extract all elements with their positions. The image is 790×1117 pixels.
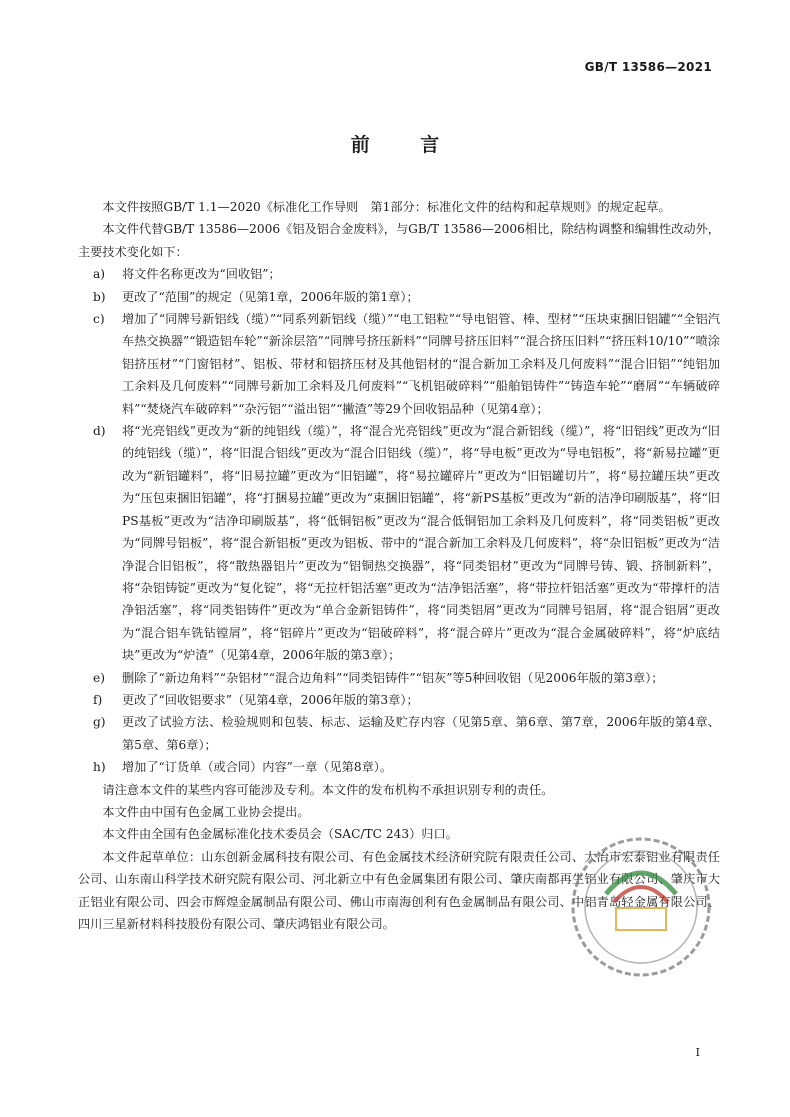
item-text: 更改了“范围”的规定（见第1章，2006年版的第1章）； bbox=[122, 289, 419, 304]
list-item bbox=[78, 711, 720, 756]
patent-notice: 请注意本文件的某些内容可能涉及专利。本文件的发布机构不承担识别专利的责任。 bbox=[102, 782, 554, 797]
item-mark: e) bbox=[93, 670, 105, 685]
item-mark: f) bbox=[93, 692, 103, 707]
item-text: 将“光亮铝线”更改为“新的纯铝线（缆）”，将“混合光亮铝线”更改为“混合新铝线（缆）”，将“旧铝线”更改为“旧的纯铝线（缆）”，将“旧混合铝线”更改为“混合旧铝线（缆）”，将“导电板”更改为“导电铝板”，将“新易拉罐”更改为“新铝罐料”，将“旧易拉罐”更改为“旧铝罐”，将“易拉罐碎片”更改为“旧铝罐切片”，将“易拉罐压块”更改为“压包束捆旧铝罐”，将“打捆易拉罐”更改为“束捆旧铝罐”，将“新PS基板”更改为“新的洁净印刷版基”，将“旧PS基板”更改为“洁净印刷版基”，将“低铜铝板”更改为“混合低铜铝加工余料及几何废料”，将“同类铝板”更改为“同牌号铝板”，将“混合新铝板”更改为铝板、带中的“混合新加工余料及几何废料”，将“杂旧铝板”更改为“洁净混合旧铝板”，将“散热器铝片”更改为“铝铜热交换器”，将“同类铝材”更改为“同牌号铸、锻、挤制新料”，将“杂铝铸锭”更改为“复化锭”，将“无拉杆铝活塞”更改为“洁净铝活塞”，将“带拉杆铝活塞”更改为“带撑杆的洁净铝活塞”，将“同类铝铸件”更改为“单合金新铝铸件”，将“同类铝屑”更改为“同牌号铝屑，将“混合铝屑”更改为“混合铝车铣钻镗屑”，将“铝碎片”更改为“铝破碎料”，将“混合碎片”更改为“混合金属破碎料”，将“炉底结块”更改为“炉渣”（见第4章，2006年版的第3章）； bbox=[122, 424, 720, 663]
standard-code: GB/T 13586—2021 bbox=[584, 60, 712, 74]
list-item bbox=[78, 286, 720, 308]
page-number: I bbox=[695, 1046, 700, 1059]
list-item bbox=[78, 689, 720, 711]
item-text: 将文件名称更改为“回收铝”； bbox=[122, 267, 281, 282]
change-list bbox=[78, 263, 720, 778]
page-title: 前 言 bbox=[350, 134, 462, 156]
item-text: 更改了试验方法、检验规则和包装、标志、运输及贮存内容（见第5章、第6章、第7章，2006年版的第4章、第5章、第6章）； bbox=[122, 715, 720, 752]
item-text: 删除了“新边角料”“杂铝材”“混合边角料”“同类铝铸件”“铝灰”等5种回收铝（见2006年版的第3章）； bbox=[122, 670, 664, 685]
foreword-body bbox=[78, 196, 720, 935]
item-mark: h) bbox=[93, 760, 106, 775]
drafting-units-paragraph: 本文件起草单位：山东创新金属科技有限公司、有色金属技术经济研究院有限责任公司、大冶市宏泰铝业有限责任公司、山东南山科学技术研究院有限公司、河北新立中有色金属集团有限公司、肇庆南都再生铝业有限公司、肇庆市大正铝业有限公司、四会市辉煌金属制品有限公司、佛山市南海创利有色金属制品有限公司、中铝青岛轻金属有限公司、四川三星新材料科技股份有限公司、肇庆鸿铝业有限公司。 bbox=[78, 849, 720, 931]
item-text: 增加了“同牌号新铝线（缆）”“同系列新铝线（缆）”“电工铝粒”“导电铝管、棒、型材”“压块束捆旧铝罐”“全铝汽车热交换器”“锻造铝车轮”“新涂层箔”“同牌号挤压新料”“同牌号挤压旧料”“混合挤压旧料”“挤压料10/10”“喷涂铝挤压材”“门窗铝材”、铝板、带材和铝挤压材及其他铝材的“混合新加工余料及几何废料”“混合旧铝”“纯铝加工余料及几何废料”“同牌号新加工余料及几何废料”“飞机铝破碎料”“船舶铝铸件”“铸造车轮”“磨屑”“车辆破碎料”“焚烧汽车破碎料”“杂污铝”“溢出铝”“撇渣”等29个回收铝品种（见第4章）； bbox=[122, 312, 720, 416]
item-text: 增加了“订货单（或合同）内容”一章（见第8章）。 bbox=[122, 760, 393, 775]
list-item bbox=[78, 420, 720, 666]
item-text: 更改了“回收铝要求”（见第4章，2006年版的第3章）； bbox=[122, 692, 419, 707]
list-item bbox=[78, 308, 720, 420]
list-item bbox=[78, 667, 720, 689]
list-item bbox=[78, 756, 720, 778]
item-mark: c) bbox=[93, 312, 105, 327]
intro-paragraph-1: 本文件按照GB/T 1.1—2020《标准化工作导则 第1部分：标准化文件的结构和起草规则》的规定起草。 bbox=[102, 200, 671, 214]
item-mark: b) bbox=[93, 289, 106, 304]
item-mark: d) bbox=[93, 424, 106, 439]
item-mark: g) bbox=[93, 715, 106, 730]
list-item bbox=[78, 263, 720, 285]
item-mark: a) bbox=[93, 267, 106, 282]
proposer-paragraph: 本文件由中国有色金属工业协会提出。 bbox=[102, 804, 310, 819]
committee-paragraph: 本文件由全国有色金属标准化技术委员会（SAC/TC 243）归口。 bbox=[102, 827, 458, 842]
intro-paragraph-2: 本文件代替GB/T 13586—2006《铝及铝合金废料》，与GB/T 13586—2006相比，除结构调整和编辑性改动外，主要技术变化如下： bbox=[78, 222, 720, 259]
